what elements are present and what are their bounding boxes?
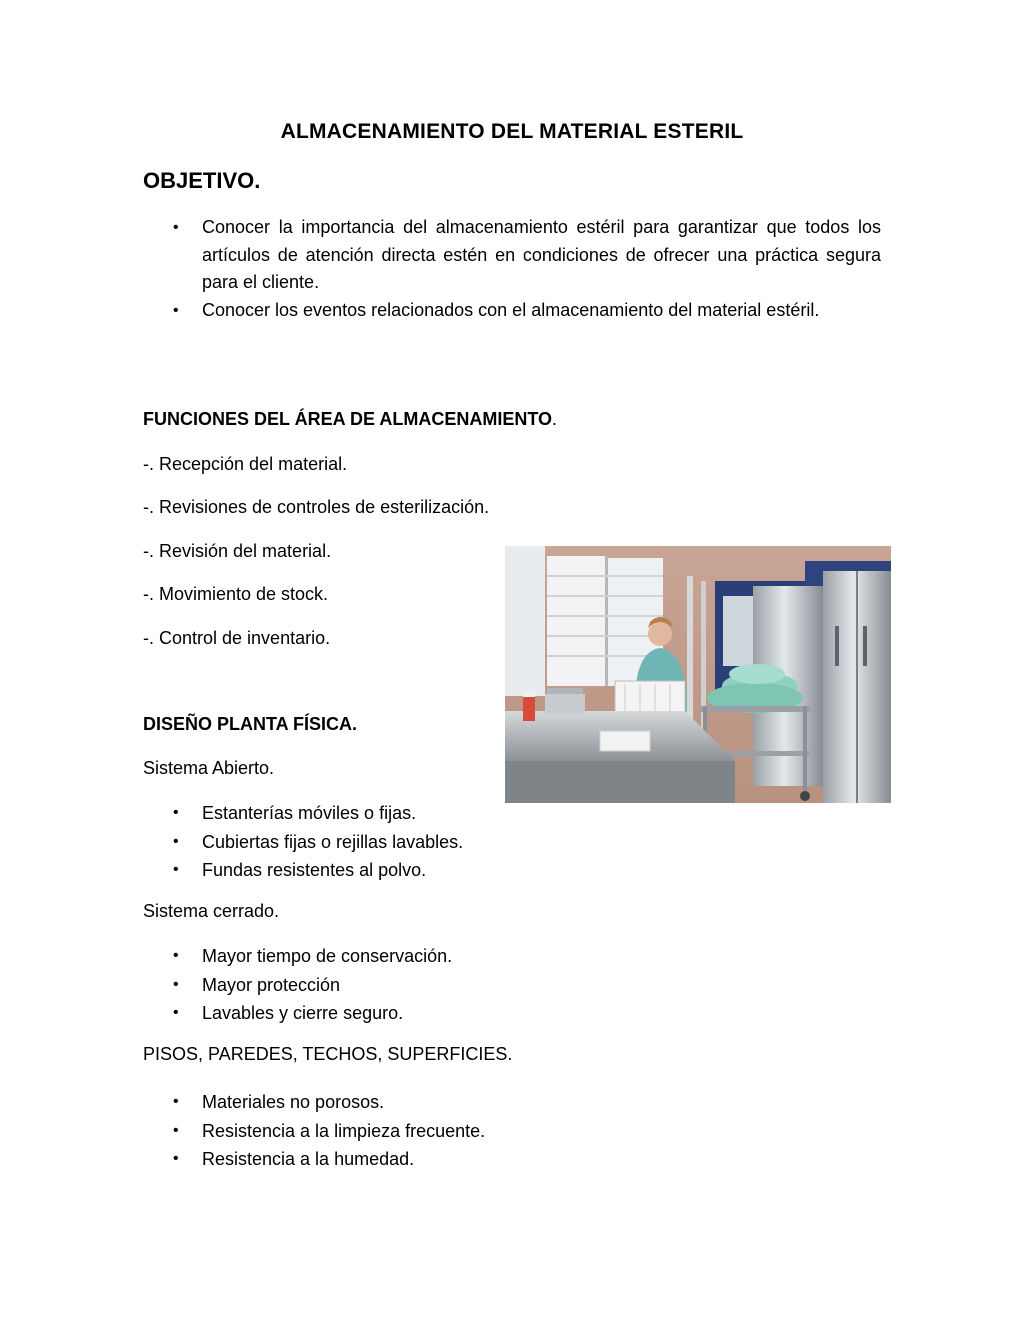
bullet-icon: • <box>173 832 179 850</box>
funcion-item: -. Revisión del material. <box>143 541 332 561</box>
bullet-icon: • <box>173 947 179 964</box>
diseno-heading: DISEÑO PLANTA FÍSICA. <box>143 714 358 734</box>
page-title: ALMACENAMIENTO DEL MATERIAL ESTERIL <box>280 120 744 143</box>
bullet-icon: • <box>173 1004 179 1021</box>
list-item: • Lavables y cierre seguro. <box>143 999 452 1028</box>
bullet-icon: • <box>173 1150 179 1167</box>
sistema-cerrado-label: Sistema cerrado. <box>143 901 280 921</box>
bullet-icon: • <box>173 1093 179 1110</box>
sistema-abierto-list <box>143 799 463 885</box>
list-item: • Resistencia a la humedad. <box>143 1145 485 1174</box>
list-item: • Mayor tiempo de conservación. <box>143 942 452 971</box>
list-item: • Conocer los eventos relacionados con el almacenamiento del material estéril. <box>143 297 881 325</box>
sistema-cerrado-list <box>143 942 452 1028</box>
funcion-item: -. Control de inventario. <box>143 628 331 648</box>
funcion-item: -. Movimiento de stock. <box>143 584 329 604</box>
funcion-item: -. Recepción del material. <box>143 454 348 474</box>
list-item: • Materiales no porosos. <box>143 1088 485 1117</box>
objetivo-heading: OBJETIVO. <box>143 168 261 193</box>
bullet-icon: • <box>173 1121 179 1139</box>
bullet-icon: • <box>173 975 179 993</box>
bullet-icon: • <box>173 219 179 236</box>
bullet-icon: • <box>173 804 179 821</box>
funciones-heading: FUNCIONES DEL ÁREA DE ALMACENAMIENTO. <box>143 409 558 429</box>
list-item: • Resistencia a la limpieza frecuente. <box>143 1117 485 1146</box>
list-item: • Fundas resistentes al polvo. <box>143 856 463 885</box>
list-item: • Conocer la importancia del almacenamiento estéril para garantizar que todos los artículos de atención directa estén en condiciones de ofrecer una práctica segura para el cliente. <box>143 214 881 297</box>
list-item: • Estanterías móviles o fijas. <box>143 799 463 828</box>
list-item: • Cubiertas fijas o rejillas lavables. <box>143 828 463 857</box>
funcion-item: -. Revisiones de controles de esterilización. <box>143 497 490 517</box>
bullet-icon: • <box>173 301 179 319</box>
pisos-list <box>143 1088 485 1174</box>
pisos-label: PISOS, PAREDES, TECHOS, SUPERFICIES. <box>143 1044 513 1064</box>
bullet-icon: • <box>173 861 179 878</box>
sistema-abierto-label: Sistema Abierto. <box>143 758 275 778</box>
objetivo-list <box>143 214 881 324</box>
sterile-storage-photo <box>505 546 891 803</box>
list-item: • Mayor protección <box>143 971 452 1000</box>
